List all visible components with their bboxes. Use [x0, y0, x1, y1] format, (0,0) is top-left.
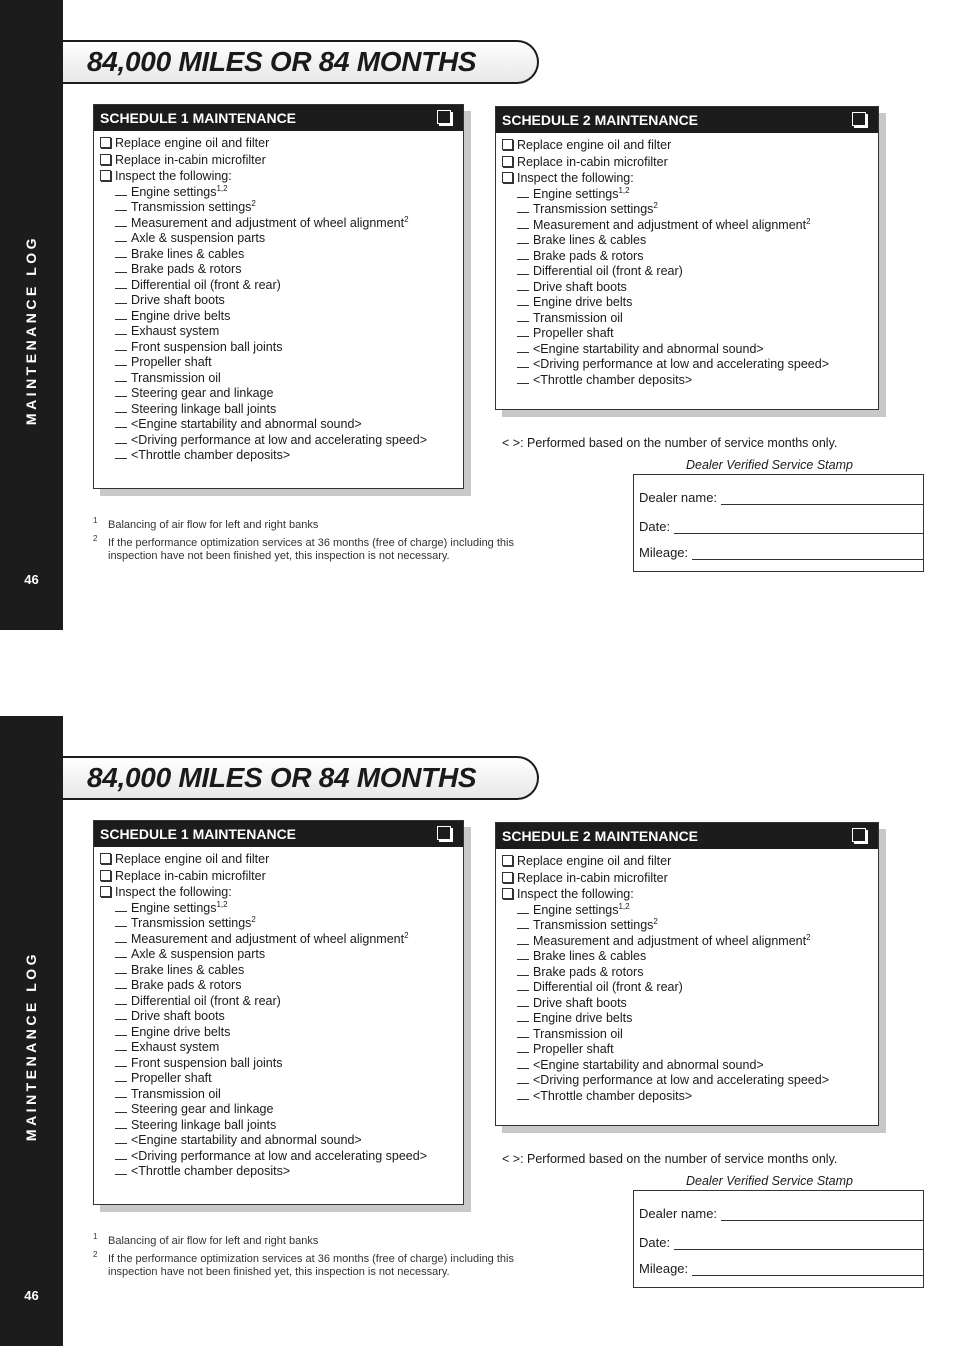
task-label: Inspect the following: — [115, 169, 232, 183]
task-checkbox[interactable] — [502, 872, 513, 883]
inspection-check-line[interactable] — [517, 264, 529, 275]
inspection-item — [100, 309, 457, 325]
inspection-label: Transmission settings — [131, 200, 252, 214]
sidebar-label: MAINTENANCE LOG — [23, 950, 39, 1142]
inspection-check-line[interactable] — [115, 1056, 127, 1067]
inspection-check-line[interactable] — [517, 1042, 529, 1053]
inspection-label: <Throttle chamber deposits> — [131, 1164, 291, 1178]
mileage-field[interactable] — [692, 1263, 923, 1276]
inspection-item — [502, 934, 872, 950]
inspection-label: <Throttle chamber deposits> — [131, 448, 291, 462]
schedule-1-complete-checkbox[interactable] — [437, 110, 451, 124]
inspection-item — [100, 200, 457, 216]
inspection-label: Steering gear and linkage — [131, 1102, 274, 1116]
inspection-item — [502, 218, 872, 234]
schedule-2-box — [495, 822, 879, 1126]
inspection-check-line[interactable] — [517, 280, 529, 291]
dealer-name-row — [639, 487, 923, 505]
inspection-check-line[interactable] — [517, 295, 529, 306]
inspection-label: Engine settings — [533, 902, 619, 917]
task-checkbox[interactable] — [100, 870, 111, 881]
footnote-2-text: If the performance optimization services at 36 months (free of charge) including this inspection have not been finished yet, this inspection is not necessary. — [108, 1253, 514, 1278]
inspection-label: Measurement and adjustment of wheel alignment — [533, 217, 807, 232]
inspection-check-line[interactable] — [517, 326, 529, 337]
inspection-item — [502, 342, 872, 358]
inspection-item — [502, 1058, 872, 1074]
inspection-item — [100, 417, 457, 433]
task-label: Inspect the following: — [517, 171, 634, 185]
task-label: Replace in-cabin microfilter — [115, 152, 266, 167]
task-item — [100, 868, 457, 885]
inspection-item — [100, 278, 457, 294]
footnote-reference: 2 — [653, 200, 658, 210]
inspection-item — [100, 371, 457, 387]
dealer-stamp-box — [633, 474, 924, 572]
inspection-label: Transmission oil — [131, 370, 221, 385]
inspection-label: Engine settings — [131, 900, 217, 915]
stamp-caption: Dealer Verified Service Stamp — [686, 1174, 853, 1188]
inspection-label: Drive shaft boots — [131, 293, 225, 307]
schedule-2-header — [496, 823, 878, 849]
footnote-reference: 1,2 — [618, 185, 630, 195]
inspection-item — [100, 1009, 457, 1025]
inspection-label: <Driving performance at low and accelerating speed> — [533, 357, 830, 371]
mileage-row — [639, 542, 923, 560]
inspection-item — [100, 324, 457, 340]
task-item — [100, 152, 457, 169]
inspection-label: Drive shaft boots — [533, 995, 627, 1010]
inspection-check-line[interactable] — [517, 233, 529, 244]
inspection-item — [100, 901, 457, 917]
title-banner — [63, 40, 539, 84]
inspection-item — [100, 247, 457, 263]
dealer-stamp-box — [633, 1190, 924, 1288]
inspection-item — [100, 1087, 457, 1103]
inspection-label: Drive shaft boots — [533, 279, 627, 294]
inspection-check-line[interactable] — [517, 202, 529, 213]
inspection-item — [502, 1073, 872, 1089]
footnote-reference: 2 — [251, 198, 256, 208]
inspection-label: Brake pads & rotors — [131, 978, 242, 992]
inspection-label: Propeller shaft — [533, 326, 614, 340]
inspection-check-line[interactable] — [517, 980, 529, 991]
date-field[interactable] — [674, 521, 923, 534]
footnote-1-text: Balancing of air flow for left and right banks — [108, 1235, 319, 1247]
schedule-1-complete-checkbox[interactable] — [437, 826, 451, 840]
months-only-note: < >: Performed based on the number of service months only. — [502, 1152, 838, 1166]
sidebar-label: MAINTENANCE LOG — [23, 234, 39, 426]
inspection-label: Transmission settings — [131, 916, 252, 930]
inspection-check-line[interactable] — [517, 934, 529, 945]
inspection-item — [502, 357, 872, 373]
inspection-label: <Engine startability and abnormal sound> — [533, 341, 764, 356]
footnote-2-mark: 2 — [93, 534, 98, 543]
sidebar — [0, 0, 63, 630]
inspection-item — [100, 448, 457, 464]
inspection-item — [502, 326, 872, 342]
inspection-check-line[interactable] — [517, 918, 529, 929]
footnote-1-text: Balancing of air flow for left and right banks — [108, 519, 319, 531]
inspection-label: Steering linkage ball joints — [131, 1117, 277, 1132]
inspection-label: Drive shaft boots — [131, 1009, 225, 1023]
dealer-name-label: Dealer name: — [639, 1206, 718, 1221]
inspection-item — [502, 295, 872, 311]
schedule-2-header-label: SCHEDULE 2 MAINTENANCE — [502, 112, 699, 128]
inspection-check-line[interactable] — [115, 1118, 127, 1129]
inspection-item — [502, 980, 872, 996]
task-checkbox[interactable] — [502, 888, 513, 899]
task-checkbox[interactable] — [100, 886, 111, 897]
footnote-reference: 2 — [404, 214, 409, 224]
inspection-check-line[interactable] — [115, 978, 127, 989]
inspection-check-line[interactable] — [517, 949, 529, 960]
inspection-check-line[interactable] — [115, 309, 127, 320]
inspection-check-line[interactable] — [115, 1133, 127, 1144]
task-label: Replace engine oil and filter — [115, 136, 270, 150]
title-banner — [63, 756, 539, 800]
inspection-item — [502, 1042, 872, 1058]
inspection-label: Propeller shaft — [131, 355, 212, 369]
inspection-item — [100, 1133, 457, 1149]
task-item — [502, 886, 872, 903]
inspection-item — [502, 996, 872, 1012]
schedule-1-header-label: SCHEDULE 1 MAINTENANCE — [100, 110, 297, 126]
task-label: Replace in-cabin microfilter — [517, 154, 668, 169]
inspection-check-line[interactable] — [115, 932, 127, 943]
inspection-check-line[interactable] — [517, 965, 529, 976]
inspection-label: Measurement and adjustment of wheel alignment — [533, 933, 807, 948]
schedule-1-box — [93, 820, 464, 1205]
inspection-check-line[interactable] — [115, 994, 127, 1005]
inspection-item — [502, 187, 872, 203]
page-number: 46 — [24, 572, 39, 587]
stamp-caption: Dealer Verified Service Stamp — [686, 458, 853, 472]
inspection-item — [100, 947, 457, 963]
task-checkbox[interactable] — [502, 855, 513, 866]
inspection-check-line[interactable] — [115, 402, 127, 413]
date-label: Date: — [639, 1235, 671, 1250]
dealer-name-row — [639, 1203, 923, 1221]
inspection-check-line[interactable] — [115, 947, 127, 958]
schedule-2-items — [496, 849, 878, 1104]
inspection-label: Transmission oil — [533, 1026, 623, 1041]
schedule-2-complete-checkbox[interactable] — [852, 828, 866, 842]
inspection-check-line[interactable] — [517, 1058, 529, 1069]
inspection-label: <Throttle chamber deposits> — [533, 372, 693, 387]
inspection-check-line[interactable] — [517, 996, 529, 1007]
schedule-1-items — [94, 847, 463, 1180]
footnote-reference: 1,2 — [216, 183, 228, 193]
inspection-label: Engine drive belts — [533, 295, 633, 309]
task-checkbox[interactable] — [100, 154, 111, 165]
inspection-item — [100, 340, 457, 356]
inspection-item — [502, 1089, 872, 1105]
inspection-label: Transmission settings — [533, 918, 654, 932]
inspection-check-line[interactable] — [517, 187, 529, 198]
inspection-item — [502, 202, 872, 218]
task-checkbox[interactable] — [502, 156, 513, 167]
mileage-label: Mileage: — [639, 1261, 689, 1276]
inspection-check-line[interactable] — [517, 1073, 529, 1084]
inspection-item — [502, 965, 872, 981]
dealer-name-field[interactable] — [721, 492, 923, 505]
inspection-label: <Engine startability and abnormal sound> — [131, 417, 362, 431]
schedule-1-header-label: SCHEDULE 1 MAINTENANCE — [100, 826, 297, 842]
inspection-check-line[interactable] — [115, 355, 127, 366]
schedule-1-box — [93, 104, 464, 489]
inspection-item — [100, 355, 457, 371]
inspection-check-line[interactable] — [115, 216, 127, 227]
inspection-check-line[interactable] — [115, 340, 127, 351]
inspection-check-line[interactable] — [517, 1011, 529, 1022]
task-item — [100, 135, 457, 152]
task-label: Replace engine oil and filter — [115, 852, 270, 866]
inspection-check-line[interactable] — [115, 1071, 127, 1082]
inspection-item — [100, 185, 457, 201]
mileage-label: Mileage: — [639, 545, 689, 560]
task-item — [502, 853, 872, 870]
inspection-check-line[interactable] — [517, 249, 529, 260]
sidebar — [0, 716, 63, 1346]
inspection-check-line[interactable] — [115, 963, 127, 974]
inspection-label: Steering gear and linkage — [131, 386, 274, 400]
footnote-reference: 2 — [404, 930, 409, 940]
inspection-label: Exhaust system — [131, 1040, 220, 1054]
inspection-item — [100, 932, 457, 948]
footnote-2-text: If the performance optimization services at 36 months (free of charge) including this inspection have not been finished yet, this inspection is not necessary. — [108, 537, 514, 562]
inspection-check-line[interactable] — [115, 278, 127, 289]
inspection-label: <Throttle chamber deposits> — [533, 1088, 693, 1103]
task-label: Replace engine oil and filter — [517, 138, 672, 152]
inspection-check-line[interactable] — [517, 357, 529, 368]
inspection-item — [100, 216, 457, 232]
inspection-label: Brake lines & cables — [533, 949, 647, 963]
inspection-item — [100, 1102, 457, 1118]
inspection-label: Brake lines & cables — [131, 962, 245, 977]
inspection-check-line[interactable] — [517, 373, 529, 384]
inspection-check-line[interactable] — [115, 901, 127, 912]
inspection-label: <Driving performance at low and accelerating speed> — [131, 1148, 428, 1163]
maintenance-page — [0, 0, 954, 630]
inspection-item — [100, 386, 457, 402]
date-row — [639, 1232, 923, 1250]
inspection-check-line[interactable] — [517, 218, 529, 229]
date-row — [639, 516, 923, 534]
footnote-reference: 2 — [653, 916, 658, 926]
dealer-name-field[interactable] — [721, 1208, 923, 1221]
page-title: 84,000 MILES OR 84 MONTHS — [87, 46, 477, 77]
inspection-check-line[interactable] — [115, 433, 127, 444]
inspection-label: Engine settings — [533, 186, 619, 201]
inspection-label: Brake lines & cables — [131, 246, 245, 261]
inspection-check-line[interactable] — [517, 1089, 529, 1100]
inspection-item — [502, 1011, 872, 1027]
inspection-label: Engine settings — [131, 184, 217, 199]
inspection-label: Propeller shaft — [131, 1071, 212, 1085]
inspection-label: Axle & suspension parts — [131, 231, 266, 245]
footnote-1-mark: 1 — [93, 516, 98, 525]
inspection-label: Measurement and adjustment of wheel alignment — [131, 215, 405, 230]
inspection-label: Front suspension ball joints — [131, 339, 283, 354]
inspection-label: Axle & suspension parts — [131, 947, 266, 961]
task-item — [502, 154, 872, 171]
inspection-item — [502, 903, 872, 919]
inspection-check-line[interactable] — [115, 1102, 127, 1113]
mileage-field[interactable] — [692, 547, 923, 560]
inspection-check-line[interactable] — [115, 1087, 127, 1098]
task-label: Replace engine oil and filter — [517, 854, 672, 868]
inspection-item — [100, 978, 457, 994]
inspection-check-line[interactable] — [517, 342, 529, 353]
inspection-label: <Engine startability and abnormal sound> — [131, 1133, 362, 1147]
inspection-check-line[interactable] — [115, 371, 127, 382]
inspection-check-line[interactable] — [115, 324, 127, 335]
task-checkbox[interactable] — [502, 139, 513, 150]
schedule-2-header — [496, 107, 878, 133]
date-label: Date: — [639, 519, 671, 534]
task-label: Replace in-cabin microfilter — [517, 870, 668, 885]
page-title: 84,000 MILES OR 84 MONTHS — [87, 762, 477, 793]
footnote-reference: 1,2 — [618, 901, 630, 911]
inspection-item — [502, 949, 872, 965]
inspection-label: <Driving performance at low and accelerating speed> — [533, 1073, 830, 1087]
inspection-item — [100, 916, 457, 932]
inspection-item — [100, 1164, 457, 1180]
inspection-label: Front suspension ball joints — [131, 1055, 283, 1070]
inspection-check-line[interactable] — [115, 231, 127, 242]
schedule-2-box — [495, 106, 879, 410]
inspection-check-line[interactable] — [115, 1025, 127, 1036]
inspection-check-line[interactable] — [517, 311, 529, 322]
inspection-label: Differential oil (front & rear) — [131, 993, 281, 1008]
inspection-label: Brake pads & rotors — [533, 964, 644, 979]
page-number: 46 — [24, 1288, 39, 1303]
months-only-note: < >: Performed based on the number of service months only. — [502, 436, 838, 450]
inspection-check-line[interactable] — [115, 1149, 127, 1160]
inspection-label: Differential oil (front & rear) — [533, 264, 683, 278]
inspection-item — [502, 249, 872, 265]
inspection-check-line[interactable] — [115, 262, 127, 273]
inspection-label: Differential oil (front & rear) — [131, 277, 281, 292]
inspection-label: Engine drive belts — [533, 1011, 633, 1025]
inspection-label: Brake pads & rotors — [533, 248, 644, 263]
schedule-1-items — [94, 131, 463, 464]
task-checkbox[interactable] — [100, 170, 111, 181]
inspection-label: Transmission oil — [533, 310, 623, 325]
inspection-label: <Engine startability and abnormal sound> — [533, 1057, 764, 1072]
inspection-label: Propeller shaft — [533, 1042, 614, 1056]
task-item — [502, 870, 872, 887]
inspection-check-line[interactable] — [115, 1040, 127, 1051]
dealer-name-label: Dealer name: — [639, 490, 718, 505]
task-item — [100, 851, 457, 868]
inspection-check-line[interactable] — [115, 386, 127, 397]
schedule-2-items — [496, 133, 878, 388]
inspection-check-line[interactable] — [115, 1009, 127, 1020]
inspection-check-line[interactable] — [517, 1027, 529, 1038]
inspection-label: Differential oil (front & rear) — [533, 980, 683, 994]
footnote-1-mark: 1 — [93, 1232, 98, 1241]
inspection-item — [100, 1149, 457, 1165]
inspection-item — [100, 402, 457, 418]
inspection-check-line[interactable] — [115, 1164, 127, 1175]
inspection-item — [100, 1071, 457, 1087]
footnote-reference: 2 — [251, 914, 256, 924]
inspection-item — [502, 264, 872, 280]
schedule-2-complete-checkbox[interactable] — [852, 112, 866, 126]
mileage-row — [639, 1258, 923, 1276]
task-checkbox[interactable] — [502, 172, 513, 183]
inspection-item — [100, 994, 457, 1010]
inspection-label: Transmission settings — [533, 202, 654, 216]
task-label: Inspect the following: — [115, 885, 232, 899]
inspection-item — [100, 231, 457, 247]
inspection-label: <Driving performance at low and accelerating speed> — [131, 432, 428, 447]
inspection-check-line[interactable] — [115, 916, 127, 927]
task-item — [100, 168, 457, 185]
date-field[interactable] — [674, 1237, 923, 1250]
task-checkbox[interactable] — [100, 137, 111, 148]
inspection-item — [100, 963, 457, 979]
inspection-check-line[interactable] — [115, 200, 127, 211]
inspection-check-line[interactable] — [115, 448, 127, 459]
inspection-item — [100, 433, 457, 449]
task-label: Inspect the following: — [517, 887, 634, 901]
inspection-item — [502, 373, 872, 389]
maintenance-page — [0, 716, 954, 1346]
schedule-2-header-label: SCHEDULE 2 MAINTENANCE — [502, 828, 699, 844]
inspection-item — [100, 1056, 457, 1072]
task-item — [502, 170, 872, 187]
inspection-item — [100, 1118, 457, 1134]
inspection-check-line[interactable] — [115, 293, 127, 304]
inspection-label: Engine drive belts — [131, 1024, 231, 1039]
inspection-check-line[interactable] — [115, 185, 127, 196]
inspection-label: Brake lines & cables — [533, 233, 647, 247]
footnote-2-mark: 2 — [93, 1250, 98, 1259]
inspection-item — [502, 311, 872, 327]
schedule-1-header — [94, 821, 463, 847]
inspection-item — [100, 262, 457, 278]
inspection-item — [502, 918, 872, 934]
inspection-label: Steering linkage ball joints — [131, 401, 277, 416]
task-checkbox[interactable] — [100, 853, 111, 864]
inspection-label: Engine drive belts — [131, 308, 231, 323]
inspection-check-line[interactable] — [115, 247, 127, 258]
task-item — [502, 137, 872, 154]
task-label: Replace in-cabin microfilter — [115, 868, 266, 883]
inspection-item — [100, 293, 457, 309]
inspection-item — [502, 280, 872, 296]
footnote-reference: 2 — [806, 216, 811, 226]
inspection-item — [502, 1027, 872, 1043]
inspection-label: Brake pads & rotors — [131, 262, 242, 276]
inspection-label: Measurement and adjustment of wheel alignment — [131, 931, 405, 946]
inspection-item — [502, 233, 872, 249]
inspection-item — [100, 1025, 457, 1041]
schedule-1-header — [94, 105, 463, 131]
inspection-item — [100, 1040, 457, 1056]
task-item — [100, 884, 457, 901]
footnote-reference: 2 — [806, 932, 811, 942]
inspection-check-line[interactable] — [115, 417, 127, 428]
footnote-reference: 1,2 — [216, 899, 228, 909]
inspection-label: Transmission oil — [131, 1086, 221, 1101]
inspection-check-line[interactable] — [517, 903, 529, 914]
inspection-label: Exhaust system — [131, 324, 220, 338]
